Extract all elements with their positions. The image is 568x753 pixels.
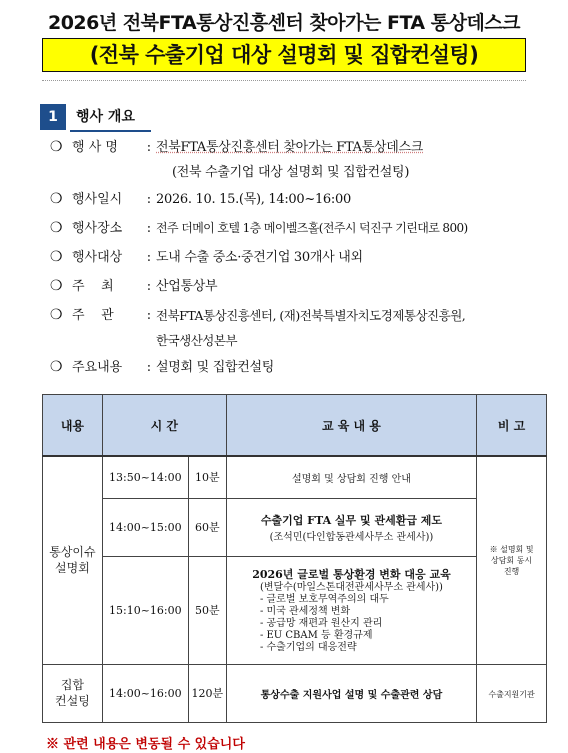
category-consulting	[43, 664, 103, 722]
table-row	[43, 664, 547, 722]
document-title: 2026년 전북FTA통상진흥센터 찾아가는 FTA 통상데스크	[47, 12, 521, 34]
header-education: 교 육 내 용	[226, 395, 476, 457]
overview-value: 산업통상부	[156, 279, 218, 294]
overview-value-line2: 한국생산성본부	[156, 333, 238, 348]
overview-label: 주 관	[72, 308, 114, 323]
content-list	[260, 582, 443, 654]
remarks-text: 수출지원기관	[488, 689, 535, 699]
duration-cell: 10분	[188, 456, 226, 498]
bullet-icon: ❍	[50, 249, 63, 265]
overview-label: 행사대상	[72, 250, 123, 265]
content-cell	[226, 664, 476, 722]
duration-cell: 50분	[188, 556, 226, 664]
content-list-item: - EU CBAM 등 환경규제	[259, 630, 373, 641]
overview-value: 2026. 10. 15.(목), 14:00~16:00	[156, 192, 351, 207]
remarks-line2: 상담회 동시	[490, 555, 533, 565]
header-remarks: 비 고	[477, 395, 547, 457]
content-cell	[226, 556, 476, 664]
remarks-cell	[477, 456, 547, 664]
content-cell	[226, 456, 476, 498]
overview-value: 설명회 및 집합컨설팅	[156, 360, 274, 375]
remarks-cell	[477, 664, 547, 722]
time-cell: 13:50~14:00	[102, 456, 188, 498]
remarks-line3: 진행	[503, 566, 520, 576]
table-header-row	[43, 395, 547, 457]
footer-note: ※ 관련 내용은 변동될 수 있습니다	[46, 737, 245, 752]
content-title: 수출기업 FTA 실무 및 관세환급 제도	[260, 513, 443, 527]
time-cell: 14:00~16:00	[102, 664, 188, 722]
content-cell	[226, 498, 476, 556]
colon: :	[146, 360, 152, 375]
time-cell: 14:00~15:00	[102, 498, 188, 556]
schedule-table	[42, 394, 547, 723]
duration-cell: 60분	[188, 498, 226, 556]
bullet-icon: ❍	[50, 278, 63, 294]
content-list-item: - 미국 관세정책 변화	[259, 606, 351, 617]
duration-cell: 120분	[188, 664, 226, 722]
category-seminar	[43, 456, 103, 664]
remarks-line1: ※ 설명회 및	[489, 544, 534, 554]
overview-label: 행사장소	[72, 221, 123, 236]
overview-item-content	[50, 353, 550, 382]
section-number: 1	[40, 104, 66, 130]
bullet-icon: ❍	[50, 220, 63, 236]
header-content: 내용	[43, 395, 103, 457]
colon: :	[146, 250, 152, 265]
overview-item-target	[50, 243, 550, 272]
time-cell: 15:10~16:00	[102, 556, 188, 664]
title-divider	[42, 80, 526, 81]
category-label-line1: 집합	[60, 678, 85, 692]
category-label-line2: 설명회	[55, 561, 90, 576]
bullet-icon: ❍	[50, 307, 63, 323]
content-speaker: (변달수(마일스톤대전관세사무소 관세사))	[259, 582, 443, 593]
overview-item-host	[50, 272, 550, 301]
overview-item-organizer	[50, 301, 550, 353]
bullet-icon: ❍	[50, 191, 63, 207]
content-text: 설명회 및 상담회 진행 안내	[291, 473, 411, 485]
section-title: 행사 개요	[70, 104, 151, 132]
colon: :	[146, 140, 152, 155]
category-label-line2: 컨설팅	[55, 694, 90, 708]
overview-list	[50, 133, 550, 382]
overview-value: 도내 수출 중소·중견기업 30개사 내외	[156, 250, 363, 265]
overview-value-line2: (전북 수출기업 대상 설명회 및 집합컨설팅)	[172, 165, 410, 180]
overview-value	[156, 301, 550, 352]
content-list-item: - 공급망 재편과 원산지 관리	[259, 618, 383, 629]
overview-item-event-name	[50, 133, 550, 185]
content-list-item: - 수출기업의 대응전략	[259, 642, 357, 653]
colon: :	[146, 279, 152, 294]
overview-value	[156, 133, 550, 184]
content-speaker: (조석민(다인합동관세사무소 관세사))	[269, 531, 434, 543]
overview-label: 행 사 명	[72, 140, 118, 155]
overview-value-line1: 전북FTA통상진흥센터 찾아가는 FTA통상데스크	[156, 140, 423, 155]
content-title: 통상수출 지원사업 설명 및 수출관련 상담	[260, 689, 443, 701]
table-row	[43, 456, 547, 498]
colon: :	[146, 221, 152, 236]
category-label-line1: 통상이슈	[49, 545, 96, 560]
overview-label: 주요내용	[72, 360, 123, 375]
overview-label: 주 최	[72, 279, 114, 294]
table-row	[43, 498, 547, 556]
content-list-item: - 글로벌 보호무역주의의 대두	[259, 594, 389, 605]
document-subtitle: (전북 수출기업 대상 설명회 및 집합컨설팅)	[42, 38, 526, 72]
overview-item-date	[50, 185, 550, 214]
overview-item-venue	[50, 214, 550, 243]
colon: :	[146, 308, 152, 323]
bullet-icon: ❍	[50, 139, 63, 155]
overview-label: 행사일시	[72, 192, 123, 207]
colon: :	[146, 192, 152, 207]
table-row	[43, 556, 547, 664]
overview-value-line1: 전북FTA통상진흥센터, (재)전북특별자치도경제통상진흥원,	[156, 308, 466, 323]
content-title: 2026년 글로벌 통상환경 변화 대응 교육	[252, 568, 451, 581]
bullet-icon: ❍	[50, 359, 63, 375]
header-time: 시 간	[102, 395, 226, 457]
overview-value: 전주 더메이 호텔 1층 메이벨즈홀(전주시 덕진구 기린대로 800)	[156, 221, 468, 235]
